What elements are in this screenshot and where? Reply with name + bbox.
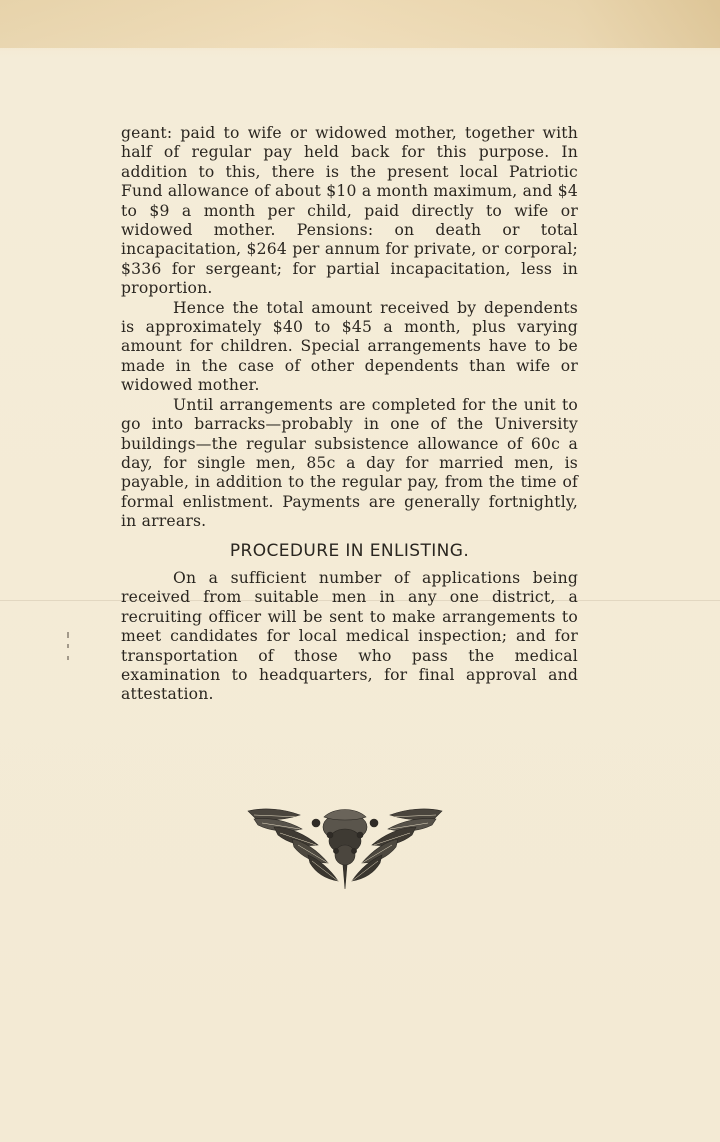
paragraph-total-received: Hence the total amount received by dependents is approximately $40 to $45 a month, plus varying amount for children. Special arrangements have to be made in the case of other dependents than wife or widowed mother. <box>121 298 578 395</box>
page-top-discoloration <box>0 0 720 48</box>
document-body <box>121 124 578 705</box>
paragraph-enlisting-procedure: On a sufficient number of applications being received from suitable men in any one district, a recruiting officer will be sent to make arrangements to meet candidates for local medical inspection; and for transportation of those who pass the medical examination to headquarters, for final approval and attestation. <box>121 568 578 704</box>
paragraph-pay-and-pensions: geant: paid to wife or widowed mother, together with half of regular pay held back for this purpose. In addition to this, there is the present local Patriotic Fund allowance of about $10 a month maximum, and $4 to $9 a month per child, paid directly to wife or widowed mother. Pensions: on death or total incapacitation, $264 per annum for private, or corporal; $336 for sergeant; for partial incapacitation, less in proportion. <box>121 124 578 298</box>
margin-mark-icon <box>66 632 70 662</box>
paragraph-subsistence-allowance: Until arrangements are completed for the unit to go into barracks—probably in one of the University buildings—the regular subsistence allowance of 60c a day, for single men, 85c a day for married men, is payable, in addition to the regular pay, from the time of formal enlistment. Payments are generally fortnightly, in arrears. <box>121 395 578 531</box>
floral-ornament-icon <box>244 805 446 893</box>
section-heading: PROCEDURE IN ENLISTING. <box>229 540 470 561</box>
